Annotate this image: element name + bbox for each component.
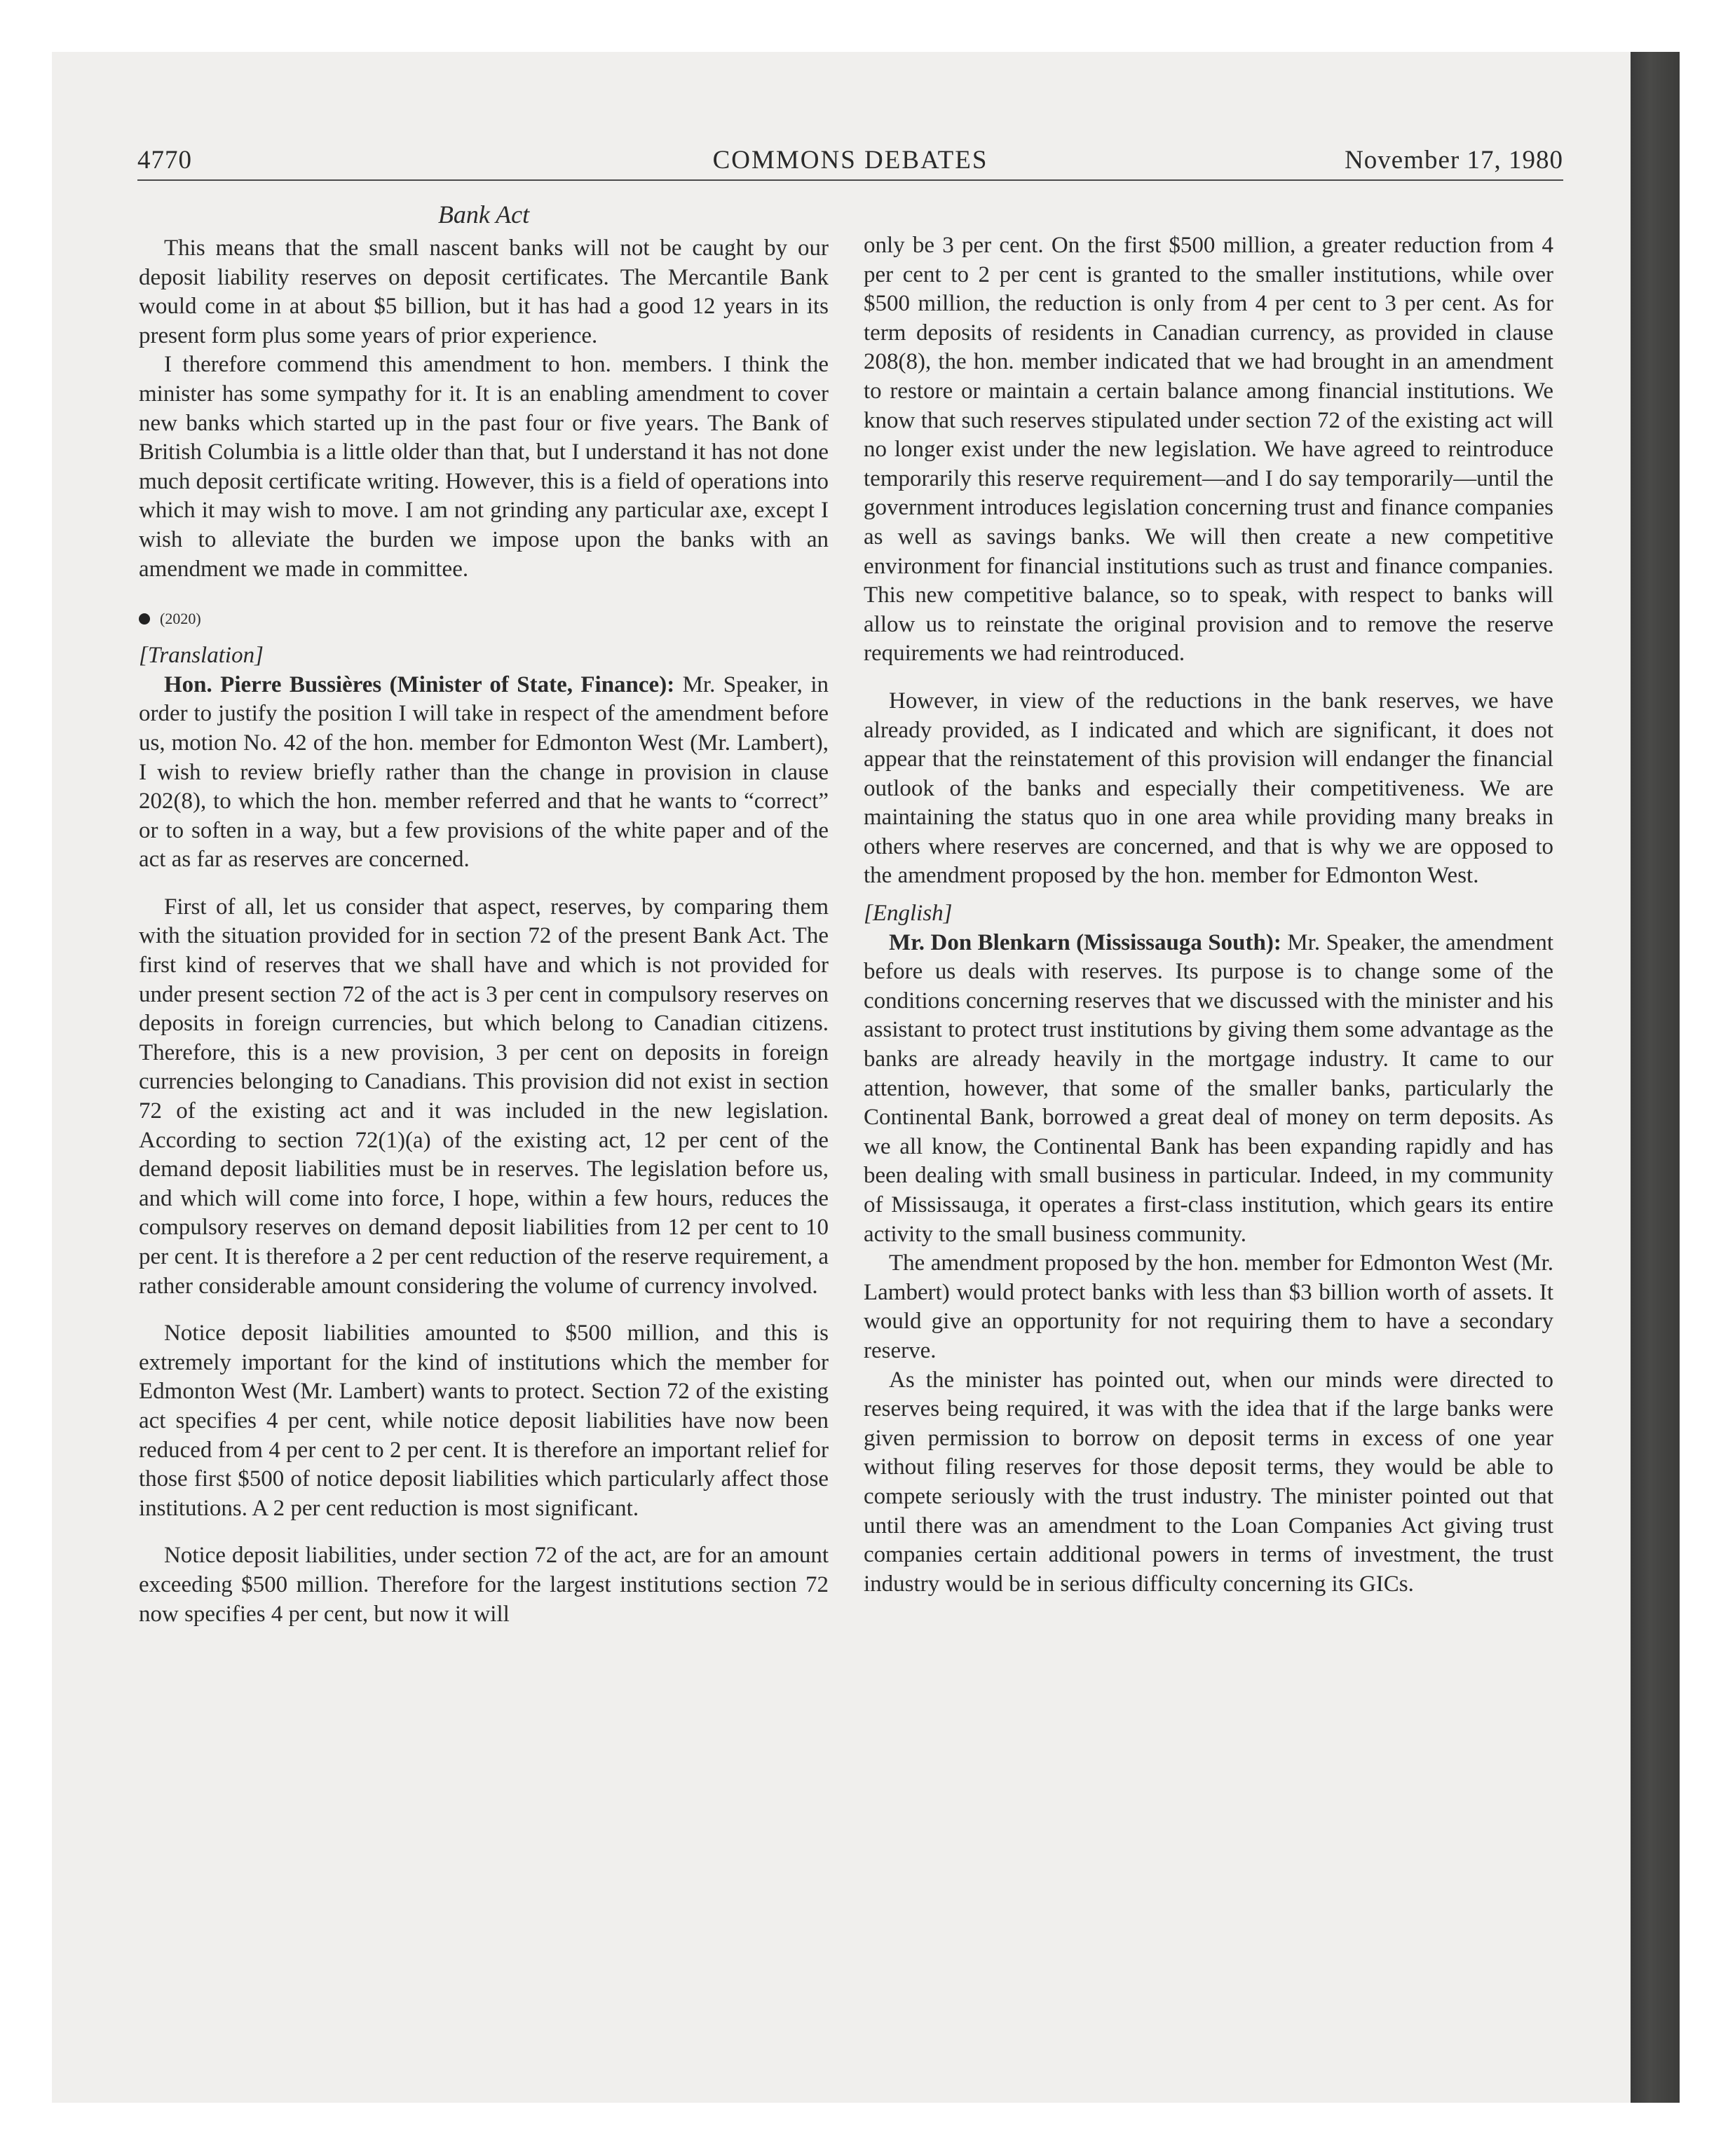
paragraph: First of all, let us consider that aspect, reserves, by comparing them with the situation provided for in section 72 of the present Bank Act. The first kind of reserves that we shall have and which is not provided for under present section 72 of the act is 3 per cent in compulsory reserves on deposits in foreign currencies, but which belong to Canadian citizens. Therefore, this is a new provision, 3 per cent on deposits in foreign currencies belonging to Canadians. This provision did not exist in section 72 of the existing act and it was included in the new legislation. According to section 72(1)(a) of the existing act, 12 per cent of the demand deposit liabilities must be in reserves. The legislation before us, and which will come into force, I hope, within a few hours, reduces the compulsory reserves on demand deposit liabilities from 12 per cent to 10 per cent. It is therefore a 2 per cent reduction of the reserve requirement, a rather considerable amount considering the volume of currency involved. [139,894,829,1299]
speech-text: Mr. Speaker, the amendment before us deals with reserves. Its purpose is to change some of the conditions concerning reserves that we discussed with the minister and his assistant to protect trust institutions by giving them some advantage as the banks are already heavily in the mortgage industry. It came to our attention, however, that some of the smaller banks, particularly the Continental Bank, borrowed a great deal of money on term deposits. As we all know, the Continental Bank has been expanding rapidly and has been dealing with small business in particular. Indeed, in my community of Mississauga, it operates a first-class institution, which gears its entire activity to the small business community. [864,929,1554,1247]
bullet-icon [139,613,150,625]
speaker-name: Mr. Don Blenkarn (Mississauga South): [889,929,1281,955]
speech-paragraph [864,929,1553,1250]
paragraph: This means that the small nascent banks will not be caught by our deposit liability reserves on deposit certificates. The Mercantile Bank would come in at about $5 billion, but it has had a good 12 years in its present form plus some years of prior experience. [139,236,829,348]
sitting-date: November 17, 1980 [1345,146,1563,175]
header-rule [137,179,1563,181]
paragraph: only be 3 per cent. On the first $500 million, a greater reduction from 4 per cent to 2 per cent is granted to the smaller institutions, while over $500 million, the reduction is only from 4 per cent to 3 per cent. As for term deposits of residents in Canadian currency, as provided in clause 208(8), the hon. member indicated that we had brought in an amendment to restore or maintain a certain balance among financial institutions. We know that such reserves stipulated under section 72 of the existing act will no longer exist under the new legislation. We have agreed to reintroduce temporarily this reserve requirement—and I do say temporarily—until the government introduces legislation concerning trust and finance companies as well as savings banks. We will then create a new competitive environment for financial institutions such as trust and finance companies. This new competitive balance, so to speak, with respect to banks will allow us to reinstate the original provision and to remove the reserve requirements we had reintroduced. [864,233,1553,667]
time-marker-text: (2020) [160,610,201,628]
page-number: 4770 [137,146,192,175]
publication-title: COMMONS DEBATES [712,146,988,175]
right-column [864,231,1553,1599]
language-marker: [Translation] [139,643,264,669]
page-header [137,143,1563,178]
speech-text: Mr. Speaker, in order to justify the position I will take in respect of the amendment before us, motion No. 42 of the hon. member for Edmonton West (Mr. Lambert), I wish to review briefly rather than the change in provision in clause 202(8), to which the hon. member referred and that he wants to “correct” or to soften in a way, but a few provisions of the white paper and of the act as far as reserves are concerned. [139,671,829,873]
time-marker [139,605,829,633]
speech-paragraph [139,671,829,875]
paragraph: The amendment proposed by the hon. member for Edmonton West (Mr. Lambert) would protect banks with less than $3 billion worth of assets. It would give an opportunity for not requiring them to have a secondary reserve. [864,1250,1553,1363]
running-title: Bank Act [437,200,530,228]
speaker-name: Hon. Pierre Bussières (Minister of State, Finance): [164,671,675,697]
paragraph: However, in view of the reductions in the bank reserves, we have already provided, as I indicated and which are significant, it does not appear that the reinstatement of this provision will endanger the financial outlook of the banks and especially their competitiveness. We are maintaining the status quo in one area while providing many breaks in others where reserves are concerned, and that is why we are opposed to the amendment proposed by the hon. member for Edmonton West. [864,688,1553,889]
paragraph: As the minister has pointed out, when our minds were directed to reserves being required, it was with the idea that if the large banks were given permission to borrow on deposit terms in excess of one year without filing reserves for those deposit terms, they would be able to compete seriously with the trust industry. The minister pointed out that until there was an amendment to the Loan Companies Act giving trust companies certain additional powers in terms of investment, the trust industry would be in serious difficulty concerning its GICs. [864,1367,1553,1597]
scan-edge-shadow [1631,52,1680,2103]
paragraph: Notice deposit liabilities, under section 72 of the act, are for an amount exceeding $500 million. Therefore for the largest institutions section 72 now specifies 4 per cent, but now it will [139,1543,829,1627]
paragraph: I therefore commend this amendment to hon. members. I think the minister has some sympathy for it. It is an enabling amendment to cover new banks which started up in the past four or five years. The Bank of British Columbia is a little older than that, but I understand it has not done much deposit certificate writing. However, this is a field of operations into which it may wish to move. I am not grinding any particular axe, except I wish to alleviate the burden we impose upon the banks with an amendment we made in committee. [139,352,829,582]
paragraph: Notice deposit liabilities amounted to $500 million, and this is extremely important for the kind of institutions which the member for Edmonton West (Mr. Lambert) wants to protect. Section 72 of the existing act specifies 4 per cent, while notice deposit liabilities have now been reduced from 4 per cent to 2 per cent. It is therefore an important relief for those first $500 of notice deposit liabilities which particularly affect those institutions. A 2 per cent reduction is most significant. [139,1321,829,1521]
language-marker: [English] [864,901,953,927]
left-column [139,198,829,1629]
